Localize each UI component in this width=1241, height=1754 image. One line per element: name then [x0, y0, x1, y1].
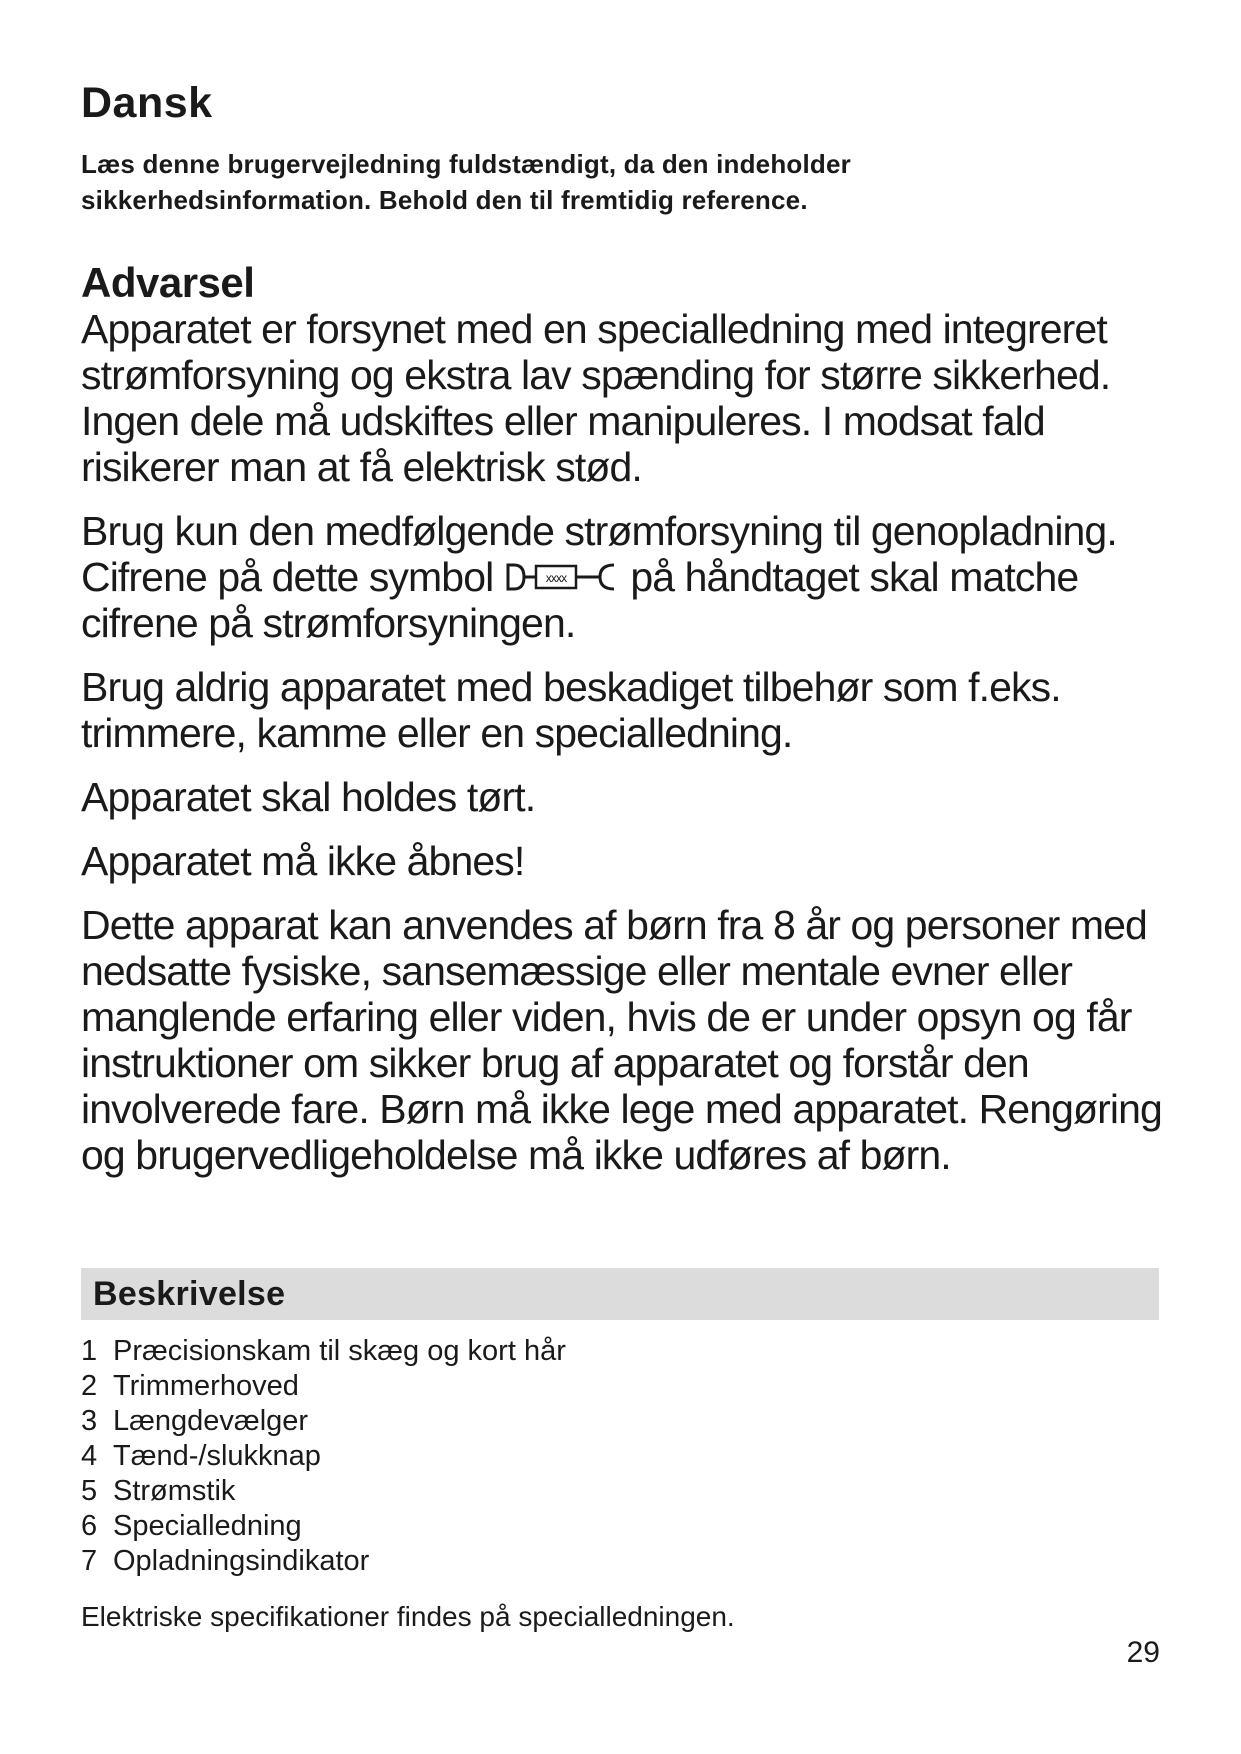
warning-heading: Advarsel	[81, 259, 255, 306]
warning-paragraph-2-start: Brug kun den medfølgende strømforsyning til genopladning. Cifrene på dette symbol	[81, 508, 1117, 600]
page-number: 29	[1126, 1636, 1160, 1669]
list-item-label: Trimmerhoved	[113, 1370, 299, 1402]
power-supply-symbol-code: xxxx	[545, 571, 567, 585]
page-title: Dansk	[81, 79, 213, 127]
list-item-number: 5	[81, 1475, 98, 1507]
description-heading: Beskrivelse	[93, 1275, 286, 1313]
list-item	[81, 1509, 566, 1544]
list-item-number: 2	[81, 1370, 98, 1402]
list-item-number: 1	[81, 1335, 98, 1367]
intro-line-1: Læs denne brugervejledning fuldstændigt, da den indeholder	[81, 149, 851, 179]
list-item	[81, 1439, 566, 1474]
list-item-label: Tænd-/slukknap	[113, 1440, 321, 1472]
warning-paragraph-1: Apparatet er forsynet med en specialledning med integreret strømforsyning og ekstra lav spænding for større sikkerhed. Ingen dele må udskiftes eller manipuleres. I modsat fald risikerer man at få elektrisk stød.	[81, 306, 1111, 490]
list-item-label: Længdevælger	[113, 1405, 309, 1437]
warning-paragraph-4: Apparatet skal holdes tørt.	[81, 774, 536, 820]
intro-text	[81, 146, 1161, 218]
warning-section	[81, 306, 1191, 1196]
list-item	[81, 1404, 566, 1439]
list-item	[81, 1544, 566, 1579]
list-item-number: 7	[81, 1545, 98, 1577]
warning-paragraph-5: Apparatet må ikke åbnes!	[81, 838, 525, 884]
list-item	[81, 1334, 566, 1369]
list-item-label: Specialledning	[113, 1510, 302, 1542]
description-header-bar	[81, 1268, 1159, 1320]
list-item	[81, 1474, 566, 1509]
list-item-number: 6	[81, 1510, 98, 1542]
list-item-label: Strømstik	[113, 1475, 236, 1507]
power-supply-symbol-icon	[506, 559, 618, 595]
specifications-note: Elektriske specifikationer findes på specialledningen.	[81, 1601, 735, 1632]
list-item-label: Præcisionskam til skæg og kort hår	[113, 1335, 566, 1367]
warning-paragraph-3: Brug aldrig apparatet med beskadiget tilbehør som f.eks. trimmere, kamme eller en specialledning.	[81, 664, 1061, 756]
warning-paragraph-6: Dette apparat kan anvendes af børn fra 8 år og personer med nedsatte fysiske, sansemæssige eller mentale evner eller manglende erfaring eller viden, hvis de er under opsyn og får instruktioner om sikker brug af apparatet og forstår den involverede fare. Børn må ikke lege med apparatet. Rengøring og brugervedligeholdelse må ikke udføres af børn.	[81, 902, 1162, 1178]
warning-paragraph-2-end: på håndtaget skal matche cifrene på strømforsyningen.	[81, 554, 1079, 646]
warning-paragraph-2	[81, 508, 1191, 646]
list-item-number: 3	[81, 1405, 98, 1437]
parts-list	[81, 1334, 566, 1579]
list-item-number: 4	[81, 1440, 98, 1472]
list-item-label: Opladningsindikator	[113, 1545, 370, 1577]
intro-line-2: sikkerhedsinformation. Behold den til fremtidig reference.	[81, 185, 808, 215]
list-item	[81, 1369, 566, 1404]
